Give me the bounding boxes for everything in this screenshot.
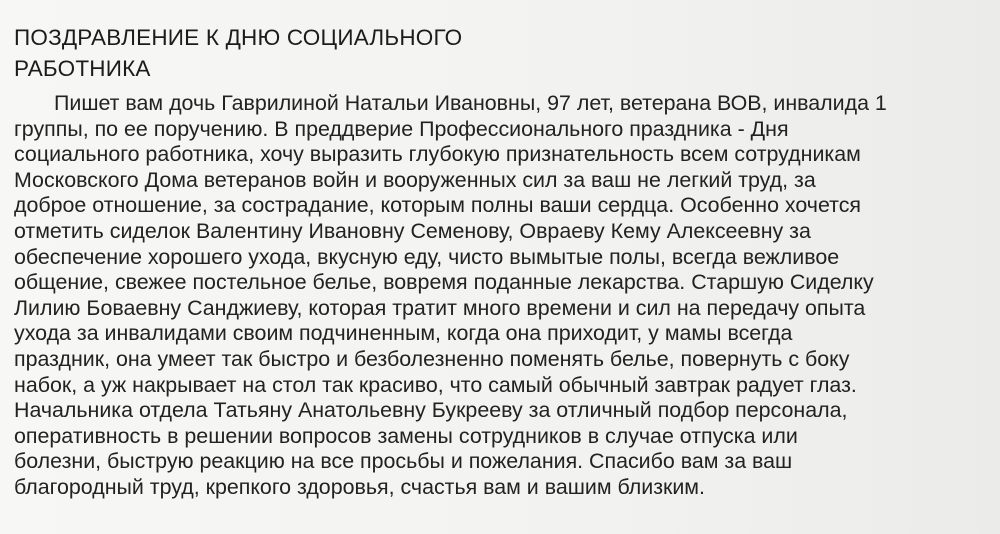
body-line-7: обеспечение хорошего ухода, вкусную еду, чисто вымытые полы, всегда вежливое (14, 244, 840, 269)
body-line-14: оперативность в решении вопросов замены сотрудников в случае отпуска или (14, 423, 798, 448)
body-line-8: общение, свежее постельное белье, вовремя поданные лекарства. Старшую Сиделку (14, 270, 874, 295)
body-line-13: Начальника отдела Татьяну Анатольевну Букрееву за отличный подбор персонала, (14, 398, 848, 423)
document-body (14, 91, 989, 501)
body-line-10: ухода за инвалидами своим подчиненным, когда она приходит, у мамы всегда (14, 321, 793, 346)
body-line-9: Лилию Боваевну Санджиеву, которая тратит много времени и сил на передачу опыта (14, 295, 866, 320)
document-title-line-2: РАБОТНИКА (14, 56, 151, 81)
body-line-5: доброе отношение, за сострадание, которым полны ваши сердца. Особенно хочется (14, 193, 861, 218)
document-title-line-1: ПОЗДРАВЛЕНИЕ К ДНЮ СОЦИАЛЬНОГО (14, 25, 463, 50)
body-line-1: Пишет вам дочь Гаврилиной Натальи Ивановны, 97 лет, ветерана ВОВ, инвалида 1 (54, 91, 887, 115)
body-line-16: благородный труд, крепкого здоровья, счастья вам и вашим близким. (14, 474, 705, 499)
document-title (14, 22, 634, 84)
body-line-3: социального работника, хочу выразить глубокую признательность всем сотрудникам (14, 142, 861, 167)
body-line-11: праздник, она умеет так быстро и безболезненно поменять белье, повернуть с боку (14, 346, 850, 371)
body-line-2: группы, по ее поручению. В преддверие Профессионального праздника - Дня (14, 116, 789, 141)
body-line-6: отметить сиделок Валентину Ивановну Семенову, Овраеву Кему Алексеевну за (14, 218, 811, 243)
body-line-15: болезни, быструю реакцию на все просьбы и пожелания. Спасибо вам за ваш (14, 449, 793, 474)
body-line-4: Московского Дома ветеранов войн и вооруженных сил за ваш не легкий труд, за (14, 167, 816, 192)
body-line-12: набок, а уж накрывает на стол так красиво, что самый обычный завтрак радует глаз. (14, 372, 857, 397)
